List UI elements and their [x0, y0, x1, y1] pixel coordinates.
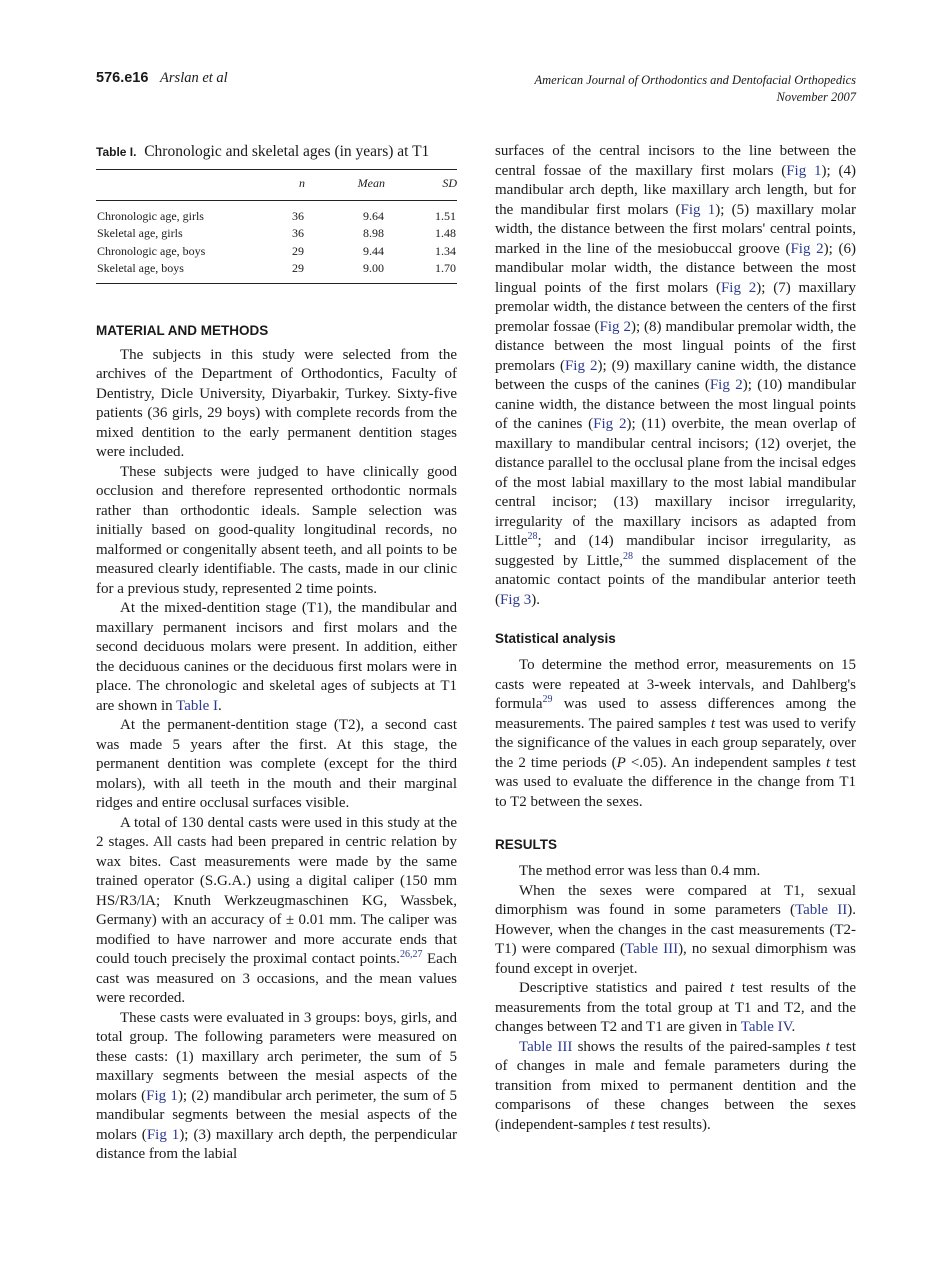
paragraph [96, 346, 457, 463]
figure-link[interactable]: Fig 2 [790, 240, 824, 257]
age-table [96, 169, 457, 284]
table-header-row [96, 170, 457, 201]
paragraph-text: test was used to evaluate the difference in the change from T1 to T2 between the sexes. [495, 754, 856, 810]
right-column [495, 142, 856, 1135]
column-header-mean: Mean [357, 176, 385, 190]
paragraph [96, 1009, 457, 1165]
table-caption-text: Chronologic and skeletal ages (in years) at T1 [144, 143, 430, 160]
figure-link[interactable]: Fig 1 [146, 1126, 180, 1143]
paragraph [96, 814, 457, 1009]
paragraph-text: The method error was less than 0.4 mm. [519, 863, 761, 879]
figure-link[interactable]: Fig 2 [720, 279, 757, 296]
table-link[interactable]: Table II [794, 902, 848, 918]
figure-link[interactable]: Fig 1 [146, 1087, 178, 1104]
paragraph-text: These casts were evaluated in 3 groups: boys, girls, and total group. The following parameters were measured on these casts: (1) maxillary arch perimeter, the sum of 5 maxillary segments between the mesial aspects of the molars ( [96, 1009, 457, 1104]
figure-link[interactable]: Fig 1 [786, 162, 822, 179]
paragraph-text: . [217, 697, 222, 714]
journal-name: American Journal of Orthodontics and Dentofacial Orthopedics [534, 73, 856, 87]
figure-link[interactable]: Fig 1 [680, 201, 716, 218]
running-header-right [535, 72, 857, 106]
table-label: Table I. [96, 145, 137, 159]
cell-mean: 9.64 [363, 208, 384, 223]
paragraph-text: test of changes in male and female parameters during the transition from mixed to permanent dentition and the comparisons of these changes between the sexes (independent-samples [495, 1038, 856, 1133]
table-link[interactable]: Table III [624, 941, 679, 957]
figure-link[interactable]: Fig 3 [500, 591, 532, 608]
cell-n: 29 [292, 243, 304, 258]
italic-term: t [710, 715, 716, 732]
paragraph-text: ). However, when the changes in the cast measurements (T2-T1) were compared ( [495, 902, 856, 957]
table-row [96, 260, 457, 283]
table-link[interactable]: Table I [176, 697, 218, 714]
paragraph [495, 979, 856, 1038]
paragraph-text: Descriptive statistics and paired [519, 980, 730, 996]
paragraph-text: ); (2) mandibular arch perimeter, the sum of 5 mandibular segments between the mesial aspects of the molars ( [96, 1087, 458, 1143]
column-header-n: n [299, 176, 305, 190]
row-label: Chronologic age, boys [97, 243, 206, 258]
figure-link[interactable]: Fig 2 [709, 377, 743, 393]
italic-term: t [729, 980, 735, 996]
paragraph-text: ); (7) maxillary premolar width, the distance between the centers of the first premolar fossae ( [495, 279, 856, 335]
italic-term: t [630, 1116, 635, 1133]
citation-link[interactable]: 28 [527, 531, 538, 542]
table-caption [96, 142, 457, 162]
italic-term: t [825, 1038, 830, 1055]
paragraph [495, 656, 856, 812]
table-row [96, 243, 457, 261]
paragraph-text: At the mixed-dentition stage (T1), the mandibular and maxillary permanent incisors and first molars and the second deciduous molars were present. In addition, either the deciduous canines or the deciduous first molars were in place. The chronologic and skeletal ages of subjects at T1 are shown in [96, 600, 457, 714]
paragraph-text: Each cast was measured on 3 occasions, and the mean values were recorded. [96, 951, 457, 1006]
cell-sd: 1.70 [435, 261, 456, 275]
paragraph-text: A total of 130 dental casts were used in this study at the 2 stages. All casts had been prepared in centric relation by wax bites. Cast measurements were made by the same trained operator (S.G.A.) using a digital caliper (150 mm HS/R3/lA; Knuth Werkzeugmaschinen KG, Wassbek, Germany) with an accuracy of ± 0.01 mm. The caliper was modified to have narrower and more accurate ends that could touch precisely the proximal contact points. [96, 814, 457, 967]
row-label: Skeletal age, girls [97, 226, 183, 240]
paragraph [495, 1038, 856, 1136]
paragraph-text: ); (10) mandibular canine width, the distance between the most lingual points of the canines ( [495, 377, 856, 432]
paragraph-text: test results of the measurements from the total group at T1 and T2, and the changes between T2 and T1 are given in [495, 980, 856, 1035]
section-heading-methods: MATERIAL AND METHODS [96, 322, 269, 338]
paragraph-text: ); (4) mandibular arch depth, like maxillary arch length, but for the mandibular first molars ( [495, 162, 857, 218]
paragraph-text: These subjects were judged to have clinically good occlusion and therefore represented orthodontic normals rather than orthodontic ideals. Sample selection was initially based on good-quality longitudinal records, no malformed or congenitally absent teeth, and all points to be measured clearly identifiable. The casts, made in our clinic for a previous study, represented 2 time points. [96, 463, 457, 597]
cell-n: 36 [292, 208, 304, 223]
paragraph-text: . [791, 1019, 796, 1035]
cell-mean: 9.44 [363, 243, 384, 258]
paragraph-text: ); (9) maxillary canine width, the distance between the cusps of the canines ( [495, 357, 856, 393]
paragraph-text: test results). [634, 1116, 711, 1133]
citation-link[interactable]: 29 [542, 694, 553, 705]
paragraph-text: ); (8) mandibular premolar width, the distance between the most lingual points of the first premolars ( [495, 318, 856, 374]
paragraph [96, 599, 457, 716]
row-label: Skeletal age, boys [97, 261, 184, 275]
table-link[interactable]: Table III [519, 1038, 573, 1055]
paragraph-text: <.05). An independent samples [625, 754, 826, 771]
row-label: Chronologic age, girls [97, 208, 204, 223]
table-row [96, 200, 457, 225]
left-column [96, 142, 457, 1165]
cell-n: 36 [292, 226, 304, 240]
section-heading-statistics: Statistical analysis [495, 631, 616, 646]
table-link[interactable]: Table IV [740, 1019, 792, 1035]
cell-mean: 9.00 [363, 261, 384, 275]
italic-term: P [616, 754, 626, 771]
paragraph-text: The subjects in this study were selected from the archives of the Department of Orthodontics, Faculty of Dentistry, Dicle University, Diyarbakir, Turkey. Sixty-five patients (36 girls, 29 boys) with complete records from the mixed dentition to the early permanent dentition stages were included. [96, 346, 457, 460]
figure-link[interactable]: Fig 2 [564, 357, 598, 374]
column-header-label [96, 170, 235, 201]
paragraph [495, 882, 856, 980]
paragraph-text: ), no sexual dimorphism was found except in overjet. [495, 941, 856, 977]
paragraph-text: was used to assess differences among the measurements. The paired samples [495, 696, 856, 732]
paragraph-text: ); (3) maxillary arch depth, the perpendicular distance from the labial [96, 1126, 457, 1162]
paragraph [96, 716, 457, 814]
column-header-sd: SD [442, 176, 457, 190]
paragraph-text: ). [531, 591, 541, 608]
running-authors: Arslan et al [160, 70, 228, 86]
paragraph-text: the summed displacement of the anatomic contact points of the mandibular anterior teeth ( [495, 552, 856, 608]
paragraph [495, 862, 856, 882]
paragraph [96, 463, 457, 600]
page-number: 576.e16 [96, 70, 149, 86]
paragraph-text: test was used to verify the significance of the values in each group separately, over the 2 time periods ( [495, 715, 857, 771]
issue-date: November 2007 [776, 90, 856, 104]
paragraph-text: shows the results of the paired-samples [572, 1038, 826, 1055]
italic-term: t [825, 754, 831, 771]
running-header-left [96, 70, 228, 87]
cell-sd: 1.51 [435, 208, 456, 223]
section-heading-results: RESULTS [495, 837, 558, 852]
paragraph-text: At the permanent-dentition stage (T2), a second cast was made 5 years after the first. At this stage, the permanent dentition was complete (except for the third molars), with all teeth in the mouth and their marginal ridges and entire occlusal surfaces visible. [96, 717, 457, 811]
citation-link[interactable]: 28 [622, 550, 633, 562]
paragraph-text: ); (6) mandibular molar width, the distance between the most lingual points of the first molars ( [495, 240, 857, 296]
table-row [96, 225, 457, 243]
cell-sd: 1.48 [435, 226, 456, 240]
paragraph-text: ); (5) maxillary molar width, the distance between the first molars' central points, marked in the line of the mesiobuccal groove ( [495, 201, 857, 257]
figure-link[interactable]: Fig 2 [599, 318, 631, 335]
paragraph-text: To determine the method error, measurements on 15 casts were repeated at 3-week intervals, and Dahlberg's formula [495, 657, 856, 712]
paragraph-text: ; and (14) mandibular incisor irregularity, as suggested by Little, [495, 533, 856, 569]
cell-n: 29 [292, 261, 304, 275]
paragraph [495, 142, 856, 610]
paragraph-text: surfaces of the central incisors to the line between the central fossae of the maxillary first molars ( [495, 143, 856, 179]
paragraph-text: ); (11) overbite, the mean overlap of maxillary to mandibular central incisors; (12) overjet, the distance parallel to the occlusal plane from the incisal edges of the most labial maxillary to the most labial mandibular central incisor; (13) maxillary incisor irregularity, irregularity of the maxillary incisors as adapted from Little [495, 416, 857, 549]
citation-link[interactable]: 26,27 [400, 949, 423, 960]
paragraph-text: When the sexes were compared at T1, sexual dimorphism was found in some parameters ( [495, 882, 856, 918]
cell-mean: 8.98 [363, 226, 384, 240]
cell-sd: 1.34 [435, 243, 456, 258]
figure-link[interactable]: Fig 2 [593, 416, 627, 432]
